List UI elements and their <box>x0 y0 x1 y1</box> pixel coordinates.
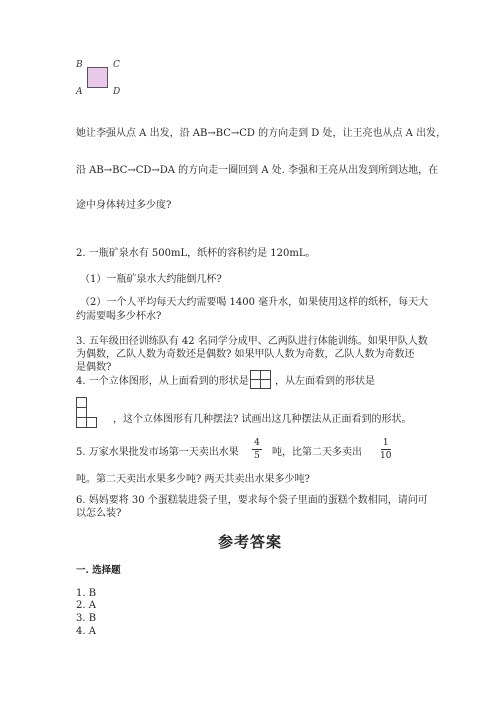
q5-part1: 5. 万家水果批发市场第一天卖出水果 <box>76 447 239 458</box>
fraction-one-tenth <box>380 438 391 461</box>
label-b: B <box>76 60 83 70</box>
q6-line2: 以怎么装? <box>76 508 122 519</box>
label-a: A <box>76 87 83 97</box>
answer-item: 2. A <box>76 600 96 611</box>
section-choice-heading: 一. 选择题 <box>76 565 121 576</box>
top-view-figure <box>250 370 270 388</box>
q2-1-text: （1）一瓶矿泉水大约能倒几杯? <box>80 274 222 285</box>
q3-line2: 为偶数，乙队人数为奇数还是偶数? 如果甲队人数为奇数，乙队人数为奇数还 <box>76 349 415 360</box>
q5-part2: 吨，比第二天多卖出 <box>272 447 362 458</box>
p1-line2: 沿 AB→BC→CD→DA 的方向走一圈回到 A 处. 李强和王亮从出发到所到达地，在 <box>76 165 439 176</box>
answer-item: 4. A <box>76 626 96 637</box>
p1-line1: 她让李强从点 A 出发，沿 AB→BC→CD 的方向走到 D 处，让王亮也从点 A 出发， <box>76 128 447 139</box>
answer-item: 3. B <box>76 613 97 624</box>
q3-line3: 是偶数? <box>76 362 112 373</box>
fraction1-denominator: 5 <box>254 451 260 461</box>
q4-part2: ，从左面看到的形状是 <box>275 376 375 387</box>
fraction2-denominator: 10 <box>380 451 392 461</box>
answer-item: 1. B <box>76 588 97 599</box>
q2-2-line2: 约需要喝多少杯水? <box>76 311 162 322</box>
q6-line1: 6. 妈妈要将 30 个蛋糕装进袋子里，要求每个袋子里面的蛋糕个数相同，请问可 <box>76 495 428 506</box>
q2-text: 2. 一瓶矿泉水有 500mL，纸杯的容积约是 120mL。 <box>76 248 316 259</box>
fraction2-numerator: 1 <box>382 438 389 448</box>
q3-line1: 3. 五年级田径训练队有 42 名同学分成甲、乙两队进行体能训练。如果甲队人数 <box>76 336 428 347</box>
fraction1-numerator: 4 <box>254 438 260 448</box>
label-c: C <box>113 60 120 70</box>
p1-line3: 途中身体转过多少度? <box>76 200 172 211</box>
q5-line2: 吨。第二天卖出水果多少吨? 两天共卖出水果多少吨? <box>76 474 310 485</box>
q2-2-line1: （2）一个人平均每天大约需要喝 1400 毫升水，如果使用这样的纸杯，每天大 <box>80 297 429 308</box>
label-d: D <box>113 87 121 97</box>
answers-title: 参考答案 <box>218 533 283 551</box>
q4-part1: 4. 一个立体图形，从上面看到的形状是 <box>76 376 249 387</box>
left-view-figure <box>76 397 98 428</box>
q4-line2: ，这个立体图形有几种摆法? 试画出这几种摆法从正面看到的形状。 <box>113 414 412 425</box>
square-figure <box>87 67 108 88</box>
fraction-four-fifths <box>252 438 262 461</box>
